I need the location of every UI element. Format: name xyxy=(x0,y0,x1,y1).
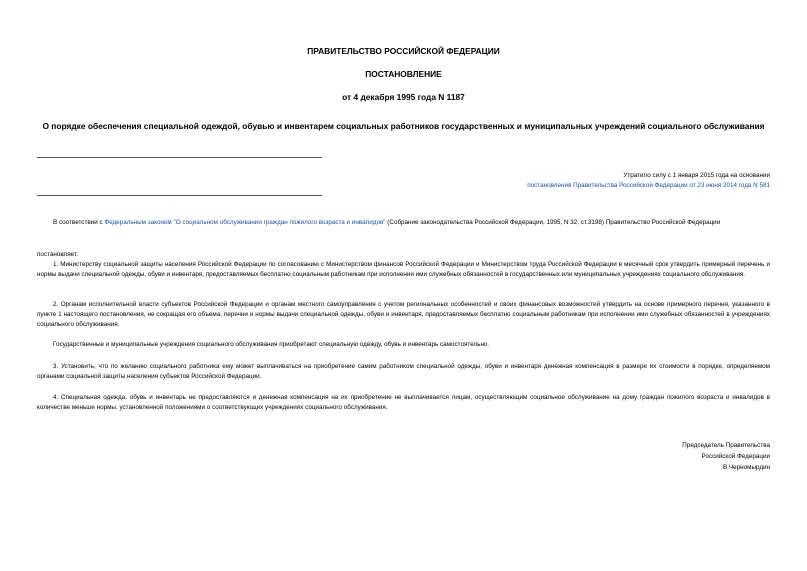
paragraph-4: 4. Специальная одежда, обувь и инвентарь не предоставляются и денежная компенсация на их приобретение не выплачивается лицам, осуществляющим социальное обслуживание на дому граждан пожилого возраста и инвалидов в количестве меньше нормы, установленной положениями о соответствующих учреждениях социального обслуживания. xyxy=(37,394,770,411)
signature-name: В.Черномырдин xyxy=(722,464,770,471)
intro-suffix: (Собрание законодательства Российской Федерации, 1995, N 32, ст.3198) Правительство Российской Федерации xyxy=(385,219,721,226)
intro-paragraph xyxy=(37,218,770,228)
repeal-decree-link[interactable]: постановления Правительства Российской Федерации от 23 июня 2014 года N 581 xyxy=(527,182,770,189)
paragraph-1: 1. Министерству социальной защиты населения Российской Федерации по согласованию с Министерством финансов Российской Федерации и Министерством труда Российской Федерации в месячный срок утвердить примерный перечень и нормы выдачи специальной одежды, обуви и инвентаря, предоставляемых бесплатно социальным работникам при исполнении ими служебных обязанностей в государственных или муниципальных учреждениях социального обслуживания. xyxy=(37,261,770,278)
document-title: О порядке обеспечения специальной одеждой, обувью и инвентарем социальных работников государственных и муниципальных учреждений социального обслуживания xyxy=(42,121,765,131)
document-type: ПОСТАНОВЛЕНИЕ xyxy=(365,69,442,79)
document-date: от 4 декабря 1995 года N 1187 xyxy=(342,92,465,102)
intro-prefix: В соответствии с xyxy=(53,219,105,226)
paragraph-3: 3. Установить, что по желанию социального работника ему может выплачиваться на приобретение самим работником специальной одежды, обуви и инвентаря денежная компенсация в размере их стоимости в порядке, определяемом органами социальной защиты населения субъектов Российской Федерации. xyxy=(37,363,770,380)
divider-bottom xyxy=(37,195,322,196)
repeal-notice-link-line xyxy=(37,181,770,191)
signature-country: Российской Федерации xyxy=(701,453,770,460)
paragraph-2: 2. Органам исполнительной власти субъектов Российской Федерации и органам местного самоуправления с учетом региональных особенностей и своих финансовых возможностей утвердить на основе примерного перечня, указанного в пункте 1 настоящего постановления, не сокращая его объема, перечни и нормы выдачи специальной одежды, обуви и инвентаря, предоставляемых бесплатно социальным работникам при исполнении ими служебных обязанностей в учреждениях социального обслуживания. xyxy=(37,301,770,328)
repeal-notice: Утратило силу с 1 января 2015 года на основании xyxy=(623,172,770,179)
decree-word: постановляет: xyxy=(37,251,79,258)
signature-position: Председатель Правительства xyxy=(682,442,770,449)
federal-law-link[interactable]: Федеральным законом "О социальном обслуживании граждан пожилого возраста и инвалидов" xyxy=(104,219,386,226)
government-heading: ПРАВИТЕЛЬСТВО РОССИЙСКОЙ ФЕДЕРАЦИИ xyxy=(307,46,500,56)
paragraph-2-continued: Государственные и муниципальные учреждения социального обслуживания приобретают специальную одежду, обувь и инвентарь самостоятельно. xyxy=(53,341,490,348)
divider-top xyxy=(37,157,322,158)
